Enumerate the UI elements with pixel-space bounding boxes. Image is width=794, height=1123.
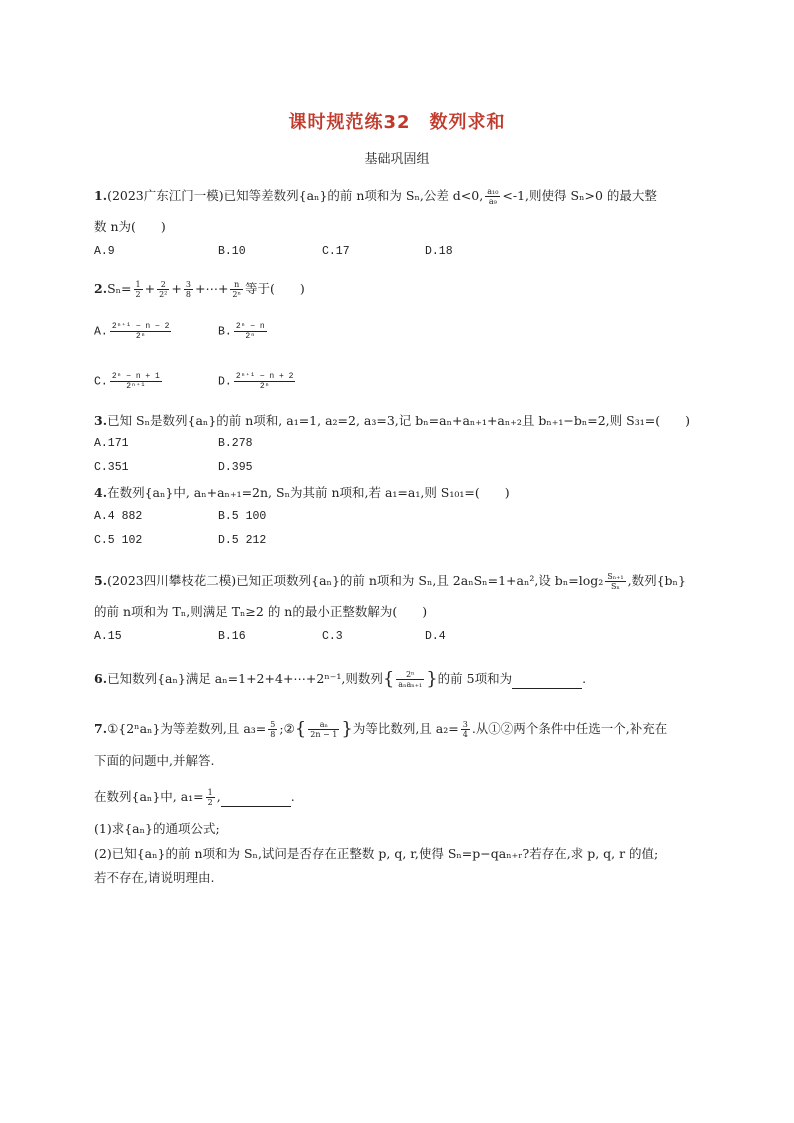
question-7-fraction-2: $\frac{\text{aₙ}}{2n - 1}$ — [310, 720, 338, 739]
page-title: 课时规范练32 数列求和 — [288, 112, 506, 133]
question-7-line-1: 7.①{2ⁿaₙ}为等差数列,且 a₃= $\frac{5}{8}$ ;②{ $\frac{\text{aₙ}}{2n - 1}$ }为等比数列,且 a₂= $\frac{3}{4}$ .从①②两个条件中任选一个,补充在 — [94, 718, 668, 740]
question-5-option-b: B.16 — [218, 630, 246, 643]
question-7-condition-blank[interactable] — [221, 788, 291, 807]
question-2-option-a: A. $\frac{\text{2ⁿ⁺¹ − n − 2}}{\text{2ⁿ}}$ — [94, 322, 170, 341]
question-4-text: 在数列{aₙ}中, aₙ+aₙ₊₁=2n, Sₙ为其前 n项和,若 a₁=a₁,则 S₁₀₁=( ) — [107, 485, 510, 500]
question-7-line-3-a: 在数列{aₙ}中, a₁= — [94, 789, 204, 804]
question-6-fraction: $\frac{\text{2ⁿ}}{\text{aₙaₙ₊₁}}$ — [398, 670, 423, 689]
question-3-text: 已知 Sₙ是数列{aₙ}的前 n项和, a₁=1, a₂=2, a₃=3,记 bₙ=aₙ+aₙ₊₁+aₙ₊₂且 bₙ₊₁−bₙ=2,则 S₃₁=( ) — [107, 413, 690, 428]
question-7-fraction-4: $\frac{1}{2}$ — [207, 788, 213, 807]
question-7-line-3-b: , — [216, 789, 221, 804]
question-5-option-c: C.3 — [322, 630, 343, 643]
question-4-line — [94, 484, 510, 502]
question-1-option-d: D.18 — [425, 245, 453, 258]
question-5-option-a: A.15 — [94, 630, 122, 643]
question-2-term-1: $\frac{1}{2}$ — [135, 280, 141, 299]
question-4-option-b: B.5 100 — [218, 510, 267, 523]
question-6-line: 6.已知数列{aₙ}满足 aₙ=1+2+4+⋯+2ⁿ⁻¹,则数列{ $\frac{\text{2ⁿ}}{\text{aₙaₙ₊₁}}$ }的前 5项和为 . — [94, 668, 587, 690]
question-7-line-2: 下面的问题中,并解答. — [94, 753, 215, 768]
question-1-text-a: (2023广东江门一模)已知等差数列{aₙ}的前 n项和为 Sₙ,公差 d<0, — [107, 188, 484, 203]
question-4-option-c: C.5 102 — [94, 534, 143, 547]
question-2-lead: Sₙ= — [107, 281, 132, 296]
question-2-term-n: $\frac{n}{\text{2ⁿ}}$ — [232, 280, 241, 299]
question-7-sub-1: (1)求{aₙ}的通项公式; — [94, 821, 220, 836]
question-5-text-b: ,数列{bₙ} — [627, 573, 686, 588]
question-1-option-b: B.10 — [218, 245, 246, 258]
question-2-op-2: + — [171, 281, 182, 296]
question-1-option-c: C.17 — [322, 245, 350, 258]
question-2-term-2: $\frac{2}{\text{2²}}$ — [159, 280, 168, 299]
question-3-number: 3. — [94, 413, 108, 428]
question-2-op-1: + — [144, 281, 156, 296]
question-1-option-a: A.9 — [94, 245, 115, 258]
question-7-text-a: ①{2ⁿaₙ}为等差数列,且 a₃= — [107, 721, 267, 736]
question-4-option-d: D.5 212 — [218, 534, 267, 547]
question-4-option-a: A.4 882 — [94, 510, 143, 523]
question-7-sub-2-cont: 若不存在,请说明理由. — [94, 870, 215, 885]
question-5-number: 5. — [94, 573, 108, 588]
question-7-fraction-1: $\frac{5}{8}$ — [270, 720, 276, 739]
question-2-number: 2. — [94, 281, 108, 296]
question-5-option-d: D.4 — [425, 630, 446, 643]
question-7-number: 7. — [94, 721, 108, 736]
question-7-text-c: 为等比数列,且 a₂= — [352, 721, 459, 736]
question-5-line-1 — [94, 572, 686, 591]
question-2-tail: 等于( ) — [244, 281, 305, 296]
question-7-line-3 — [94, 788, 295, 807]
question-3-option-c: C.351 — [94, 461, 129, 474]
question-7-text-b: ;② — [279, 721, 295, 736]
question-7-text-d: .从①②两个条件中任选一个,补充在 — [471, 721, 668, 736]
question-1-line-2: 数 n为( ) — [94, 219, 166, 234]
question-1-fraction: $\frac{\text{a₁₀}}{\text{a₉}}$ — [487, 187, 499, 206]
question-7-sub-2: (2)已知{aₙ}的前 n项和为 Sₙ,试问是否存在正整数 p, q, r,使得 Sₙ=p−qaₙ₊ᵣ?若存在,求 p, q, r 的值; — [94, 846, 659, 861]
section-heading: 基础巩固组 — [364, 152, 430, 167]
question-2-option-b: B. $\frac{\text{2ⁿ − n}}{\text{2ⁿ}}$ — [218, 322, 265, 341]
question-2-option-c: C. $\frac{\text{2ⁿ − n + 1}}{\text{2ⁿ⁺¹}}$ — [94, 372, 160, 391]
question-2-option-d: D. $\frac{\text{2ⁿ⁺¹ − n + 2}}{\text{2ⁿ}}$ — [218, 372, 294, 391]
question-6-text-a: 已知数列{aₙ}满足 aₙ=1+2+4+⋯+2ⁿ⁻¹,则数列 — [107, 671, 383, 686]
question-3-line — [94, 412, 690, 430]
question-3-option-b: B.278 — [218, 437, 253, 450]
question-5-fraction: $\frac{\text{Sₙ₊₁}}{\text{Sₙ}}$ — [607, 572, 624, 591]
question-6-number: 6. — [94, 671, 108, 686]
question-2-term-3: $\frac{3}{8}$ — [185, 280, 191, 299]
question-5-text-a: (2023四川攀枝花二模)已知正项数列{aₙ}的前 n项和为 Sₙ,且 2aₙSₙ=1+aₙ²,设 bₙ=log₂ — [107, 573, 604, 588]
question-5-line-2: 的前 n项和为 Tₙ,则满足 Tₙ≥2 的 n的最小正整数解为( ) — [94, 604, 428, 619]
question-2-op-3: +⋯+ — [194, 281, 229, 296]
question-6-answer-blank[interactable] — [512, 670, 582, 689]
question-6-text-b: 的前 5项和为 — [437, 671, 513, 686]
question-1-number: 1. — [94, 188, 108, 203]
question-7-fraction-3: $\frac{3}{4}$ — [462, 720, 468, 739]
question-1-text-b: <-1,则使得 Sₙ>0 的最大整 — [502, 188, 657, 203]
question-6-period: . — [582, 671, 587, 686]
question-3-option-d: D.395 — [218, 461, 253, 474]
question-2-line — [94, 280, 305, 299]
question-4-number: 4. — [94, 485, 108, 500]
question-1-line-1 — [94, 187, 657, 206]
question-7-line-3-c: . — [290, 789, 295, 804]
question-3-option-a: A.171 — [94, 437, 129, 450]
